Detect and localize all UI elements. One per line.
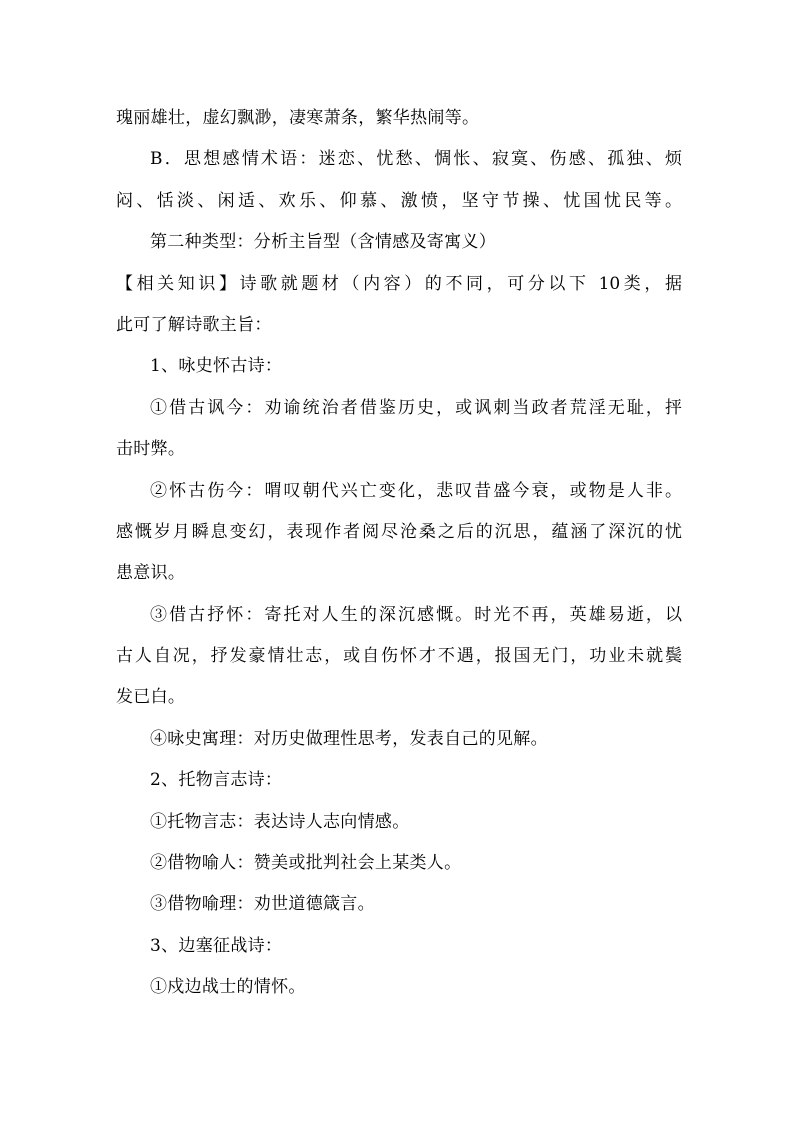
text-line-11: 感慨岁月瞬息变幻，表现作者阅尽沧桑之后的沉思，蕴涵了深沉的忧 xyxy=(116,521,682,542)
text-line-6: 此可了解诗歌主旨： xyxy=(116,314,272,335)
text-line-13: ③借古抒怀：寄托对人生的深沉感慨。时光不再，英雄易逝，以 xyxy=(150,604,682,625)
text-line-18: ①托物言志：表达诗人志向情感。 xyxy=(150,811,410,832)
subheading-3: 3、边塞征战诗： xyxy=(150,935,283,956)
text-line-16: ④咏史寓理：对历史做理性思考，发表自己的见解。 xyxy=(150,728,548,749)
text-line-2: B．思想感情术语：迷恋、忧愁、惆怅、寂寞、伤感、孤独、烦 xyxy=(150,149,682,170)
text-line-20: ③借物喻理：劝世道德箴言。 xyxy=(150,894,375,915)
text-line-22: ①戍边战士的情怀。 xyxy=(150,977,306,998)
text-line-1: 瑰丽雄壮，虚幻飘渺，凄寒萧条，繁华热闹等。 xyxy=(116,108,480,128)
text-line-10: ②怀古伤今：喟叹朝代兴亡变化，悲叹昔盛今衰，或物是人非。 xyxy=(150,480,682,501)
text-line-19: ②借物喻人：赞美或批判社会上某类人。 xyxy=(150,853,462,874)
subheading-1: 1、咏史怀古诗： xyxy=(150,356,283,377)
subheading-2: 2、托物言志诗： xyxy=(150,770,283,791)
text-line-15: 发已白。 xyxy=(116,687,186,708)
text-line-8: ①借古讽今：劝谕统治者借鉴历史，或讽刺当政者荒淫无耻，抨 xyxy=(150,397,682,418)
document-body xyxy=(116,98,682,1009)
text-line-14: 古人自况，抒发豪情壮志，或自伤怀才不遇，报国无门，功业未就鬓 xyxy=(116,646,682,667)
text-line-12: 患意识。 xyxy=(116,563,186,584)
text-line-9: 击时弊。 xyxy=(116,439,186,460)
text-line-3: 闷、恬淡、闲适、欢乐、仰慕、激愤，坚守节操、忧国忧民等。 xyxy=(116,190,682,211)
text-line-5: 【相关知识】诗歌就题材（内容）的不同，可分以下 10类，据 xyxy=(116,273,682,294)
section-heading-type-2: 第二种类型：分析主旨型（含情感及寄寓义） xyxy=(150,232,496,253)
